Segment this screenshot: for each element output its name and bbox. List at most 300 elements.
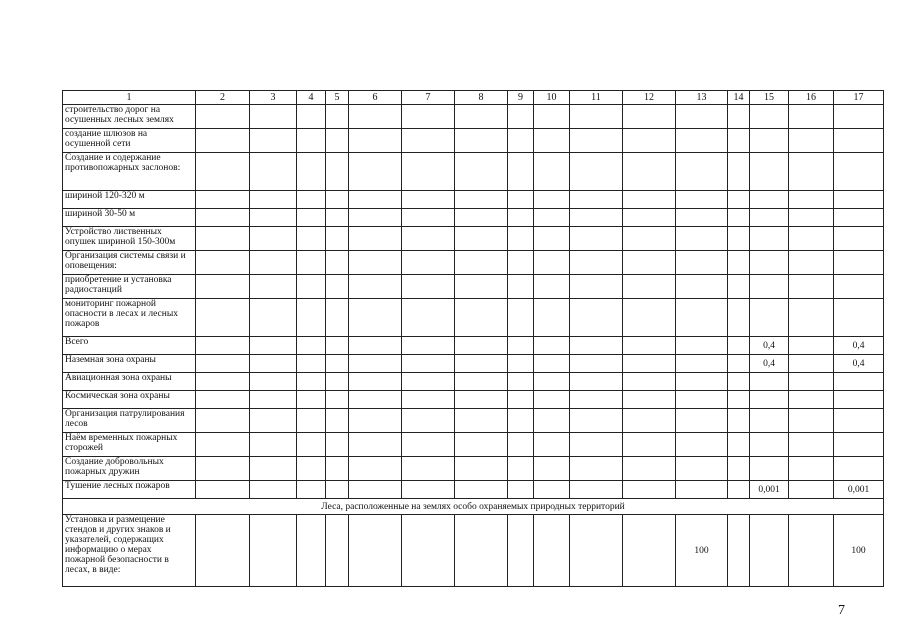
table-cell (534, 515, 570, 587)
column-number: 17 (834, 91, 884, 105)
table-cell (676, 481, 728, 499)
table-cell (676, 299, 728, 337)
table-cell (402, 153, 455, 191)
table-cell (834, 391, 884, 409)
table-cell (534, 105, 570, 129)
table-cell (349, 457, 402, 481)
column-number: 15 (750, 91, 789, 105)
table-cell (834, 105, 884, 129)
table-cell (326, 391, 349, 409)
table-cell (570, 251, 623, 275)
table-cell (750, 515, 789, 587)
row-label: Авиационная зона охраны (63, 373, 196, 391)
table-cell (570, 153, 623, 191)
column-number: 1 (63, 91, 196, 105)
table-cell (455, 153, 508, 191)
table-cell (623, 457, 676, 481)
table-cell (455, 299, 508, 337)
row-label: Космическая зона охраны (63, 391, 196, 409)
table-cell (455, 191, 508, 209)
table-cell (349, 129, 402, 153)
table-row (63, 153, 884, 191)
table-cell (196, 391, 250, 409)
table-cell (789, 337, 834, 355)
row-label: строительство дорог на осушенных лесных землях (63, 105, 196, 129)
table-cell (508, 337, 534, 355)
table-cell (728, 129, 750, 153)
table-cell (728, 515, 750, 587)
table-row (63, 209, 884, 227)
table-cell (789, 105, 834, 129)
table-cell (297, 481, 326, 499)
table-cell (676, 129, 728, 153)
table-cell (455, 391, 508, 409)
row-label: мониторинг пожарной опасности в лесах и лесных пожаров (63, 299, 196, 337)
section-row (63, 499, 884, 515)
table-cell (534, 153, 570, 191)
table-cell (349, 105, 402, 129)
table-cell (834, 227, 884, 251)
table-cell (402, 515, 455, 587)
table-cell (834, 129, 884, 153)
table-cell (789, 275, 834, 299)
table-row (63, 299, 884, 337)
table-cell (728, 105, 750, 129)
table-cell (834, 251, 884, 275)
table-cell (750, 457, 789, 481)
row-label: Организация системы связи и оповещения: (63, 251, 196, 275)
page-number: 7 (838, 603, 845, 618)
column-number: 3 (250, 91, 297, 105)
table-cell (789, 251, 834, 275)
table-row (63, 227, 884, 251)
table-cell (789, 227, 834, 251)
table-cell (508, 209, 534, 227)
table-cell (750, 391, 789, 409)
table-cell (196, 191, 250, 209)
table-cell (570, 515, 623, 587)
table-cell (508, 355, 534, 373)
table-cell (750, 251, 789, 275)
table-cell (326, 515, 349, 587)
table-cell (534, 391, 570, 409)
table-cell (676, 153, 728, 191)
table-cell (326, 105, 349, 129)
table-cell (623, 105, 676, 129)
row-label: шириной 120-320 м (63, 191, 196, 209)
table-cell (508, 299, 534, 337)
table-cell (623, 153, 676, 191)
table-cell (455, 275, 508, 299)
table-cell (455, 355, 508, 373)
table-cell (455, 481, 508, 499)
table-cell (508, 227, 534, 251)
column-number: 2 (196, 91, 250, 105)
table-row (63, 457, 884, 481)
table-cell (250, 105, 297, 129)
table-cell (402, 481, 455, 499)
column-number: 12 (623, 91, 676, 105)
table-cell (250, 129, 297, 153)
table-cell (623, 355, 676, 373)
table-cell (750, 433, 789, 457)
table-cell (570, 191, 623, 209)
table-cell (297, 129, 326, 153)
table-cell (534, 337, 570, 355)
table-cell (834, 373, 884, 391)
table-cell (455, 433, 508, 457)
table-cell (534, 457, 570, 481)
table-cell (196, 337, 250, 355)
table-body (63, 91, 884, 587)
table-cell (534, 209, 570, 227)
table-cell (570, 337, 623, 355)
table-cell (534, 481, 570, 499)
table-cell (789, 373, 834, 391)
table-cell (196, 355, 250, 373)
table-cell (570, 373, 623, 391)
row-label: Наём временных пожарных сторожей (63, 433, 196, 457)
table-cell (570, 209, 623, 227)
table-cell (834, 299, 884, 337)
row-label: Создание и содержание противопожарных заслонов: (63, 153, 196, 191)
table-cell (789, 391, 834, 409)
table-cell (570, 299, 623, 337)
table-cell (297, 153, 326, 191)
table-row (63, 105, 884, 129)
table-cell (349, 481, 402, 499)
column-number: 16 (789, 91, 834, 105)
table-cell (534, 355, 570, 373)
table-cell (455, 227, 508, 251)
table-cell (326, 251, 349, 275)
table-cell (534, 251, 570, 275)
table-cell (297, 251, 326, 275)
table-cell (455, 409, 508, 433)
table-cell (508, 515, 534, 587)
table-cell (570, 227, 623, 251)
table-cell (250, 515, 297, 587)
table-cell (676, 105, 728, 129)
table-cell (455, 209, 508, 227)
table-cell (349, 251, 402, 275)
table-cell: 0,001 (834, 481, 884, 499)
column-number: 10 (534, 91, 570, 105)
table-cell (455, 129, 508, 153)
row-label: Установка и размещение стендов и других знаков и указателей, содержащих информацию о мерах пожарной безопасности в лесах, в виде: (63, 515, 196, 587)
table-cell (789, 515, 834, 587)
table-cell (834, 153, 884, 191)
table-cell: 0,4 (834, 355, 884, 373)
table-cell (534, 433, 570, 457)
table-cell (623, 129, 676, 153)
table-cell: 0,4 (834, 337, 884, 355)
table-cell (349, 515, 402, 587)
table-cell (570, 481, 623, 499)
table-cell: 100 (834, 515, 884, 587)
table-cell (455, 515, 508, 587)
row-label: создание шлюзов на осушенной сети (63, 129, 196, 153)
table-cell (570, 433, 623, 457)
table-cell (508, 409, 534, 433)
table-cell (326, 337, 349, 355)
table-cell (326, 191, 349, 209)
table-cell (196, 481, 250, 499)
table-cell (455, 105, 508, 129)
table-cell (789, 129, 834, 153)
table-cell (297, 409, 326, 433)
table-cell (623, 251, 676, 275)
table-cell (508, 153, 534, 191)
table-cell (534, 191, 570, 209)
table-cell (402, 373, 455, 391)
table-cell (623, 433, 676, 457)
table-cell (676, 251, 728, 275)
table-cell (402, 129, 455, 153)
table-cell (570, 355, 623, 373)
column-number: 9 (508, 91, 534, 105)
table-cell (297, 515, 326, 587)
column-number: 8 (455, 91, 508, 105)
table-cell (789, 355, 834, 373)
table-cell (676, 433, 728, 457)
table-cell (728, 227, 750, 251)
table-cell (349, 391, 402, 409)
table-cell (250, 299, 297, 337)
table-cell (402, 209, 455, 227)
table-cell (297, 275, 326, 299)
table-cell (676, 275, 728, 299)
table-cell (789, 481, 834, 499)
table-cell (326, 373, 349, 391)
row-label: Всего (63, 337, 196, 355)
table-cell (676, 355, 728, 373)
table-cell (570, 391, 623, 409)
table-cell (326, 129, 349, 153)
table-cell (508, 481, 534, 499)
table-cell (676, 409, 728, 433)
table-cell (834, 191, 884, 209)
table-cell (728, 275, 750, 299)
table-cell (750, 191, 789, 209)
table-row (63, 355, 884, 373)
table-cell (250, 153, 297, 191)
table-cell (196, 209, 250, 227)
table-cell (455, 373, 508, 391)
table-cell (402, 337, 455, 355)
table-cell (508, 251, 534, 275)
table-cell (455, 457, 508, 481)
table-cell (326, 457, 349, 481)
table-cell (349, 275, 402, 299)
table-cell (623, 515, 676, 587)
table-cell (349, 153, 402, 191)
row-label: Тушение лесных пожаров (63, 481, 196, 499)
table-cell (250, 433, 297, 457)
table-cell (196, 457, 250, 481)
table-cell (196, 515, 250, 587)
table-cell (250, 481, 297, 499)
table-cell (789, 433, 834, 457)
table-row (63, 481, 884, 499)
table-cell (623, 373, 676, 391)
table-cell (349, 299, 402, 337)
table-cell (297, 299, 326, 337)
table-cell (834, 209, 884, 227)
table-cell (297, 373, 326, 391)
table-cell (789, 299, 834, 337)
table-cell (250, 355, 297, 373)
data-table (62, 90, 884, 587)
table-cell (196, 251, 250, 275)
table-cell (402, 299, 455, 337)
table-cell (250, 209, 297, 227)
table-cell (789, 191, 834, 209)
table-cell (728, 191, 750, 209)
column-number: 4 (297, 91, 326, 105)
table-cell (349, 355, 402, 373)
table-cell (570, 457, 623, 481)
table-cell (402, 433, 455, 457)
table-cell (196, 433, 250, 457)
table-cell (196, 409, 250, 433)
table-cell (349, 227, 402, 251)
table-cell (196, 227, 250, 251)
table-cell (623, 481, 676, 499)
table-cell (728, 209, 750, 227)
row-label: шириной 30-50 м (63, 209, 196, 227)
table-cell (508, 391, 534, 409)
table-cell: 100 (676, 515, 728, 587)
table-cell (402, 105, 455, 129)
table-cell (250, 191, 297, 209)
table-cell (623, 299, 676, 337)
table-cell (570, 105, 623, 129)
table-cell (728, 153, 750, 191)
table-cell (250, 337, 297, 355)
column-number: 11 (570, 91, 623, 105)
table-cell (402, 391, 455, 409)
table-cell (402, 251, 455, 275)
table-cell (534, 373, 570, 391)
table-cell (297, 457, 326, 481)
table-cell (349, 409, 402, 433)
table-cell (789, 457, 834, 481)
table-cell (834, 409, 884, 433)
table-cell (455, 337, 508, 355)
table-cell (349, 209, 402, 227)
table-cell: 0,4 (750, 355, 789, 373)
table-cell (676, 457, 728, 481)
table-cell (250, 227, 297, 251)
table-cell (508, 105, 534, 129)
table-row (63, 409, 884, 433)
column-number: 6 (349, 91, 402, 105)
table-cell (623, 337, 676, 355)
table-cell (750, 209, 789, 227)
table-cell (326, 153, 349, 191)
table-cell (534, 409, 570, 433)
table-cell (508, 373, 534, 391)
table-cell (728, 299, 750, 337)
table-cell (676, 191, 728, 209)
table-cell (196, 153, 250, 191)
table-cell (676, 373, 728, 391)
table-row (63, 337, 884, 355)
table-cell (196, 373, 250, 391)
table-cell (326, 299, 349, 337)
table-cell (508, 433, 534, 457)
table-cell (789, 153, 834, 191)
table-cell (623, 209, 676, 227)
table-cell (250, 409, 297, 433)
table-row (63, 433, 884, 457)
table-cell (326, 409, 349, 433)
table-cell (250, 251, 297, 275)
table-cell (728, 373, 750, 391)
table-cell (326, 227, 349, 251)
table-cell (326, 209, 349, 227)
table-cell (326, 433, 349, 457)
table-cell (623, 275, 676, 299)
table-cell: 0,4 (750, 337, 789, 355)
table-cell (455, 251, 508, 275)
table-cell (297, 105, 326, 129)
table-cell (570, 275, 623, 299)
table-cell (728, 355, 750, 373)
table-cell (508, 191, 534, 209)
table-cell (728, 433, 750, 457)
table-cell (676, 337, 728, 355)
table-cell (508, 275, 534, 299)
table-row (63, 129, 884, 153)
table-cell (750, 153, 789, 191)
column-number: 13 (676, 91, 728, 105)
table-cell (623, 191, 676, 209)
row-label: Наземная зона охраны (63, 355, 196, 373)
table-cell (789, 209, 834, 227)
table-cell (789, 409, 834, 433)
table-row (63, 373, 884, 391)
table-row (63, 251, 884, 275)
table-cell (750, 409, 789, 433)
table-cell (750, 373, 789, 391)
table-cell (250, 275, 297, 299)
table-row (63, 191, 884, 209)
table-cell (534, 129, 570, 153)
column-number: 14 (728, 91, 750, 105)
table-cell (750, 129, 789, 153)
table-cell (728, 409, 750, 433)
table-cell (402, 275, 455, 299)
table-cell (570, 129, 623, 153)
table-cell (728, 457, 750, 481)
table-cell (750, 227, 789, 251)
table-cell (297, 337, 326, 355)
table-cell: 0,001 (750, 481, 789, 499)
table-cell (402, 457, 455, 481)
table-cell (728, 251, 750, 275)
table-cell (326, 355, 349, 373)
table-cell (728, 337, 750, 355)
table-row (63, 275, 884, 299)
table-cell (728, 391, 750, 409)
table-cell (402, 355, 455, 373)
table-cell (750, 275, 789, 299)
table-cell (534, 227, 570, 251)
table-cell (834, 433, 884, 457)
table-cell (750, 299, 789, 337)
